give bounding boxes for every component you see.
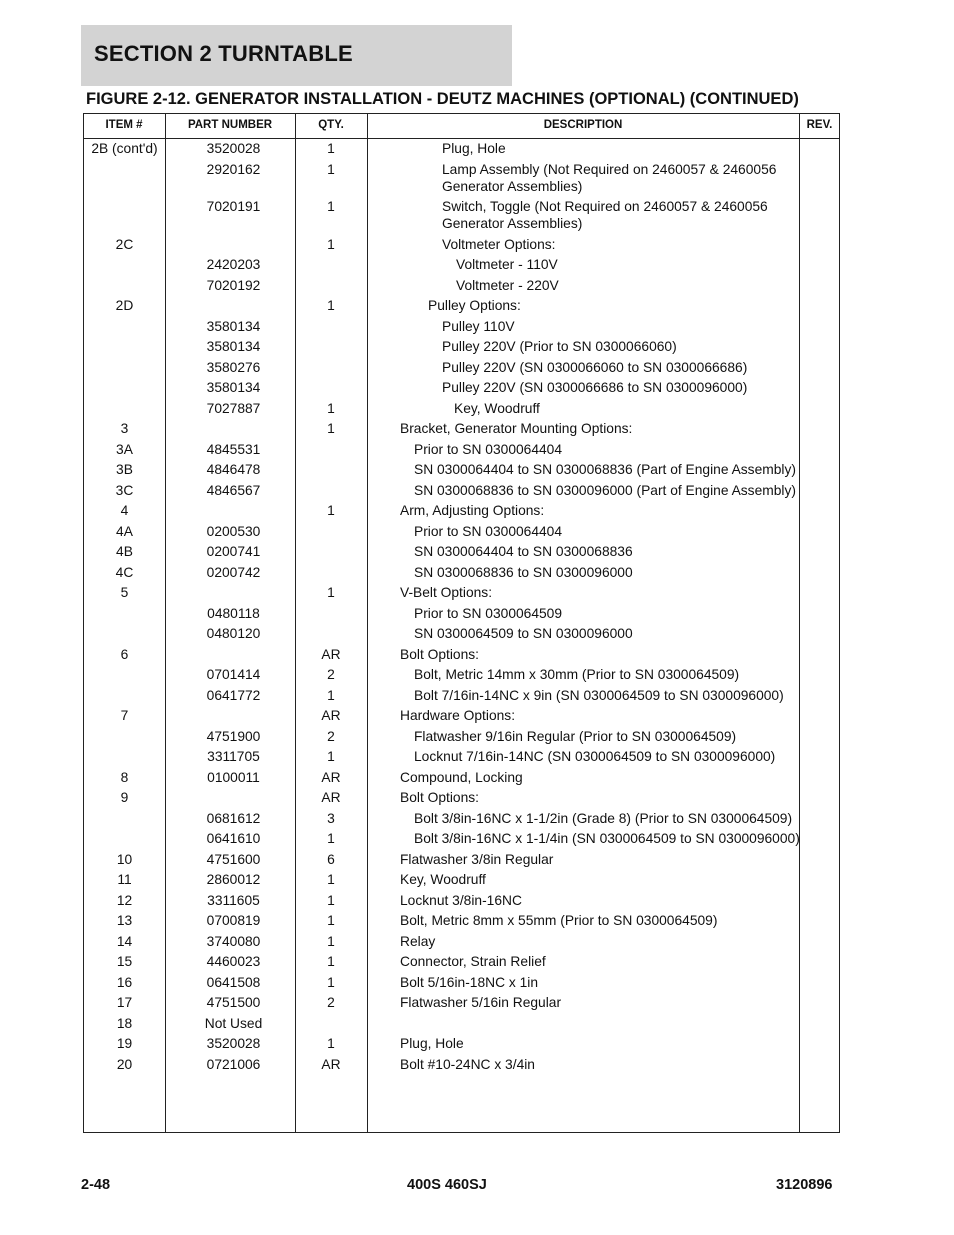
description: Voltmeter - 220V — [456, 277, 559, 293]
item-number: 3C — [115, 482, 134, 498]
description: Locknut 7/16in-14NC (SN 0300064509 to SN 0300096000) — [414, 749, 776, 764]
quantity: 1 — [327, 400, 335, 416]
quantity: 1 — [327, 913, 335, 928]
table-row — [83, 851, 840, 872]
table-row — [83, 420, 840, 441]
part-number: 0200530 — [206, 523, 261, 539]
quantity: 1 — [327, 974, 335, 990]
description: Plug, Hole — [400, 1036, 464, 1051]
part-number: 0721006 — [206, 1056, 261, 1072]
page-number: 2-48 — [81, 1177, 111, 1193]
table-row — [83, 1056, 840, 1077]
description: Key, Woodruff — [400, 872, 486, 887]
description: Bolt 5/16in-18NC x 1in — [400, 974, 539, 990]
description: V-Belt Options: — [400, 585, 493, 600]
table-row — [83, 236, 840, 257]
item-number: 5 — [120, 585, 129, 600]
item-number: 9 — [120, 790, 129, 805]
description: Pulley 220V (SN 0300066686 to SN 0300096000) — [442, 380, 748, 395]
quantity: 6 — [327, 851, 335, 867]
table-row — [83, 543, 840, 564]
item-number: 7 — [120, 708, 129, 723]
quantity: AR — [321, 1056, 341, 1072]
table-row — [83, 974, 840, 995]
table-row — [83, 666, 840, 687]
header-qty: QTY. — [318, 119, 344, 131]
description: Switch, Toggle (Not Required on 2460057 & 2460056 Generator Assemblies) — [442, 199, 768, 231]
description: SN 0300064404 to SN 0300068836 (Part of Engine Assembly) — [414, 462, 796, 477]
part-number: 0641508 — [206, 974, 261, 990]
part-number: 3520028 — [206, 1036, 261, 1051]
description: Pulley Options: — [428, 298, 521, 313]
quantity: 1 — [327, 141, 335, 156]
part-number: 3311605 — [207, 892, 260, 908]
description: Bolt, Metric 14mm x 30mm (Prior to SN 0300064509) — [414, 667, 740, 682]
table-row — [83, 748, 840, 769]
description: Voltmeter Options: — [442, 236, 556, 252]
part-number: 4751900 — [206, 728, 261, 744]
quantity: 1 — [327, 954, 335, 969]
part-number: 0681612 — [206, 810, 261, 826]
description: Pulley 220V (Prior to SN 0300066060) — [442, 339, 677, 354]
parts-table-body — [83, 140, 840, 1076]
table-row — [83, 256, 840, 277]
part-number: 3520028 — [206, 141, 261, 156]
table-row — [83, 502, 840, 523]
part-number: 7020191 — [206, 199, 261, 214]
table-row — [83, 441, 840, 462]
item-number: 2D — [115, 298, 134, 313]
description: Connector, Strain Relief — [400, 954, 546, 969]
description — [400, 1015, 800, 1032]
header-item: ITEM # — [105, 119, 143, 131]
table-row — [83, 646, 840, 667]
table-row — [83, 318, 840, 339]
item-number: 16 — [116, 974, 133, 990]
table-row — [83, 338, 840, 359]
part-number: 0480118 — [207, 605, 260, 621]
quantity: 3 — [327, 810, 335, 826]
item-number: 14 — [116, 933, 133, 949]
section-title: SECTION 2 TURNTABLE — [94, 41, 353, 66]
quantity: 1 — [327, 933, 335, 949]
item-number: 12 — [116, 892, 133, 908]
part-number: 0480120 — [206, 626, 261, 641]
table-row — [83, 810, 840, 831]
item-number: 4B — [116, 544, 133, 559]
item-number: 18 — [116, 1015, 133, 1031]
part-number: 7027887 — [206, 400, 261, 416]
table-row — [83, 871, 840, 892]
part-number: 0100011 — [207, 769, 260, 785]
quantity: 1 — [327, 585, 335, 600]
description: SN 0300068836 to SN 0300096000 — [414, 564, 633, 580]
table-row — [83, 830, 840, 851]
part-number: 2920162 — [206, 161, 261, 177]
quantity: 1 — [327, 749, 335, 764]
part-number: 0200742 — [206, 564, 261, 580]
table-row — [83, 198, 840, 236]
part-number: 4751500 — [206, 995, 261, 1010]
table-row — [83, 564, 840, 585]
part-number: 0641772 — [206, 687, 261, 703]
table-row — [83, 297, 840, 318]
quantity: 1 — [327, 503, 335, 518]
item-number: 4A — [116, 523, 133, 539]
item-number: 3 — [120, 421, 129, 436]
part-number: 0200741 — [206, 544, 261, 559]
quantity: 1 — [327, 161, 335, 177]
quantity: 1 — [327, 298, 335, 313]
quantity: 1 — [327, 236, 335, 252]
item-number: 17 — [116, 995, 133, 1010]
table-row — [83, 605, 840, 626]
table-row — [83, 584, 840, 605]
item-number: 2B (cont'd) — [91, 141, 158, 156]
part-number: 2420203 — [206, 257, 261, 272]
part-number: 0700819 — [206, 913, 261, 928]
quantity: 1 — [327, 831, 335, 846]
description: Bolt Options: — [400, 790, 479, 805]
quantity: 1 — [327, 872, 335, 887]
table-row — [83, 892, 840, 913]
item-number: 8 — [120, 769, 129, 785]
header-part-number: PART NUMBER — [187, 119, 273, 131]
quantity: 2 — [327, 667, 335, 682]
table-row — [83, 140, 840, 161]
description: SN 0300064404 to SN 0300068836 — [414, 544, 633, 559]
part-number: 3580134 — [206, 339, 261, 354]
item-number: 10 — [116, 851, 133, 867]
description: Bolt 3/8in-16NC x 1-1/2in (Grade 8) (Prior to SN 0300064509) — [414, 810, 793, 826]
table-row — [83, 1015, 840, 1036]
table-row — [83, 359, 840, 380]
item-number: 6 — [120, 646, 129, 662]
quantity: 1 — [327, 199, 335, 214]
table-row — [83, 277, 840, 298]
item-number: 20 — [116, 1056, 133, 1072]
description: Bolt, Metric 8mm x 55mm (Prior to SN 0300064509) — [400, 913, 718, 928]
part-number: 3740080 — [206, 933, 261, 949]
table-row — [83, 933, 840, 954]
description: Prior to SN 0300064404 — [414, 441, 563, 457]
quantity: 2 — [327, 728, 335, 744]
header-separator — [83, 138, 840, 139]
part-number: 0701414 — [206, 667, 261, 682]
description: Hardware Options: — [400, 708, 516, 723]
table-row — [83, 1035, 840, 1056]
table-row — [83, 461, 840, 482]
description: Bolt #10-24NC x 3/4in — [400, 1056, 535, 1072]
description: Lamp Assembly (Not Required on 2460057 & 2460056 Generator Assemblies) — [442, 161, 777, 194]
description: Plug, Hole — [442, 141, 506, 156]
item-number: 11 — [117, 872, 132, 887]
quantity: 1 — [327, 892, 335, 908]
part-number: 4751600 — [206, 851, 261, 867]
item-number: 4C — [115, 564, 134, 580]
item-number: 13 — [116, 913, 133, 928]
description: SN 0300068836 to SN 0300096000 (Part of Engine Assembly) — [414, 482, 796, 498]
quantity: 1 — [327, 1036, 335, 1051]
table-row — [83, 400, 840, 421]
part-number: 4460023 — [206, 954, 261, 969]
part-number: 0641610 — [206, 831, 261, 846]
quantity: AR — [321, 769, 341, 785]
figure-title: FIGURE 2-12. GENERATOR INSTALLATION - DEUTZ MACHINES (OPTIONAL) (CONTINUED) — [86, 90, 799, 108]
part-number: 4846478 — [206, 462, 261, 477]
table-row — [83, 523, 840, 544]
description: Flatwasher 5/16in Regular — [400, 995, 562, 1010]
item-number: 3A — [116, 441, 133, 457]
part-number: 7020192 — [206, 277, 261, 293]
table-row — [83, 953, 840, 974]
description: Bolt 3/8in-16NC x 1-1/4in (SN 0300064509 to SN 0300096000) — [414, 831, 800, 846]
description: Prior to SN 0300064404 — [414, 523, 563, 539]
item-number: 19 — [116, 1036, 133, 1051]
description: Arm, Adjusting Options: — [400, 503, 545, 518]
quantity: AR — [321, 708, 341, 723]
part-number: 3580276 — [206, 359, 261, 375]
part-number: 3580134 — [206, 318, 261, 334]
quantity: 2 — [327, 995, 335, 1010]
model-number: 400S 460SJ — [407, 1177, 487, 1193]
table-row — [83, 994, 840, 1015]
table-row — [83, 707, 840, 728]
description: Compound, Locking — [400, 769, 523, 785]
table-row — [83, 769, 840, 790]
part-number: 3580134 — [206, 380, 261, 395]
table-row — [83, 687, 840, 708]
part-number: 4846567 — [206, 482, 261, 498]
table-row — [83, 161, 840, 199]
table-row — [83, 912, 840, 933]
description: Pulley 220V (SN 0300066060 to SN 0300066686) — [442, 359, 748, 375]
item-number: 2C — [115, 236, 134, 252]
description: Relay — [400, 933, 436, 949]
description: SN 0300064509 to SN 0300096000 — [414, 626, 633, 641]
table-row — [83, 625, 840, 646]
document-number: 3120896 — [776, 1177, 833, 1193]
quantity: AR — [321, 646, 341, 662]
table-row — [83, 482, 840, 503]
description: Locknut 3/8in-16NC — [400, 892, 522, 908]
description: Voltmeter - 110V — [456, 257, 558, 272]
description: Key, Woodruff — [454, 400, 540, 416]
item-number: 3B — [116, 462, 133, 477]
part-number: 2860012 — [206, 872, 261, 887]
description: Flatwasher 9/16in Regular (Prior to SN 0300064509) — [414, 728, 737, 744]
part-number: Not Used — [204, 1015, 263, 1031]
description: Prior to SN 0300064509 — [414, 605, 563, 621]
header-rev: REV. — [806, 119, 833, 131]
part-number: 3311705 — [207, 749, 260, 764]
quantity: 1 — [327, 687, 335, 703]
description: Pulley 110V — [442, 318, 515, 334]
quantity: AR — [321, 790, 341, 805]
table-row — [83, 379, 840, 400]
description: Flatwasher 3/8in Regular — [400, 851, 554, 867]
table-row — [83, 789, 840, 810]
item-number: 15 — [116, 954, 133, 969]
quantity: 1 — [327, 421, 335, 436]
description: Bracket, Generator Mounting Options: — [400, 421, 633, 436]
part-number: 4845531 — [206, 441, 261, 457]
description: Bolt 7/16in-14NC x 9in (SN 0300064509 to SN 0300096000) — [414, 687, 784, 703]
table-row — [83, 728, 840, 749]
header-description: DESCRIPTION — [543, 119, 623, 131]
description: Bolt Options: — [400, 646, 479, 662]
item-number: 4 — [120, 503, 129, 518]
